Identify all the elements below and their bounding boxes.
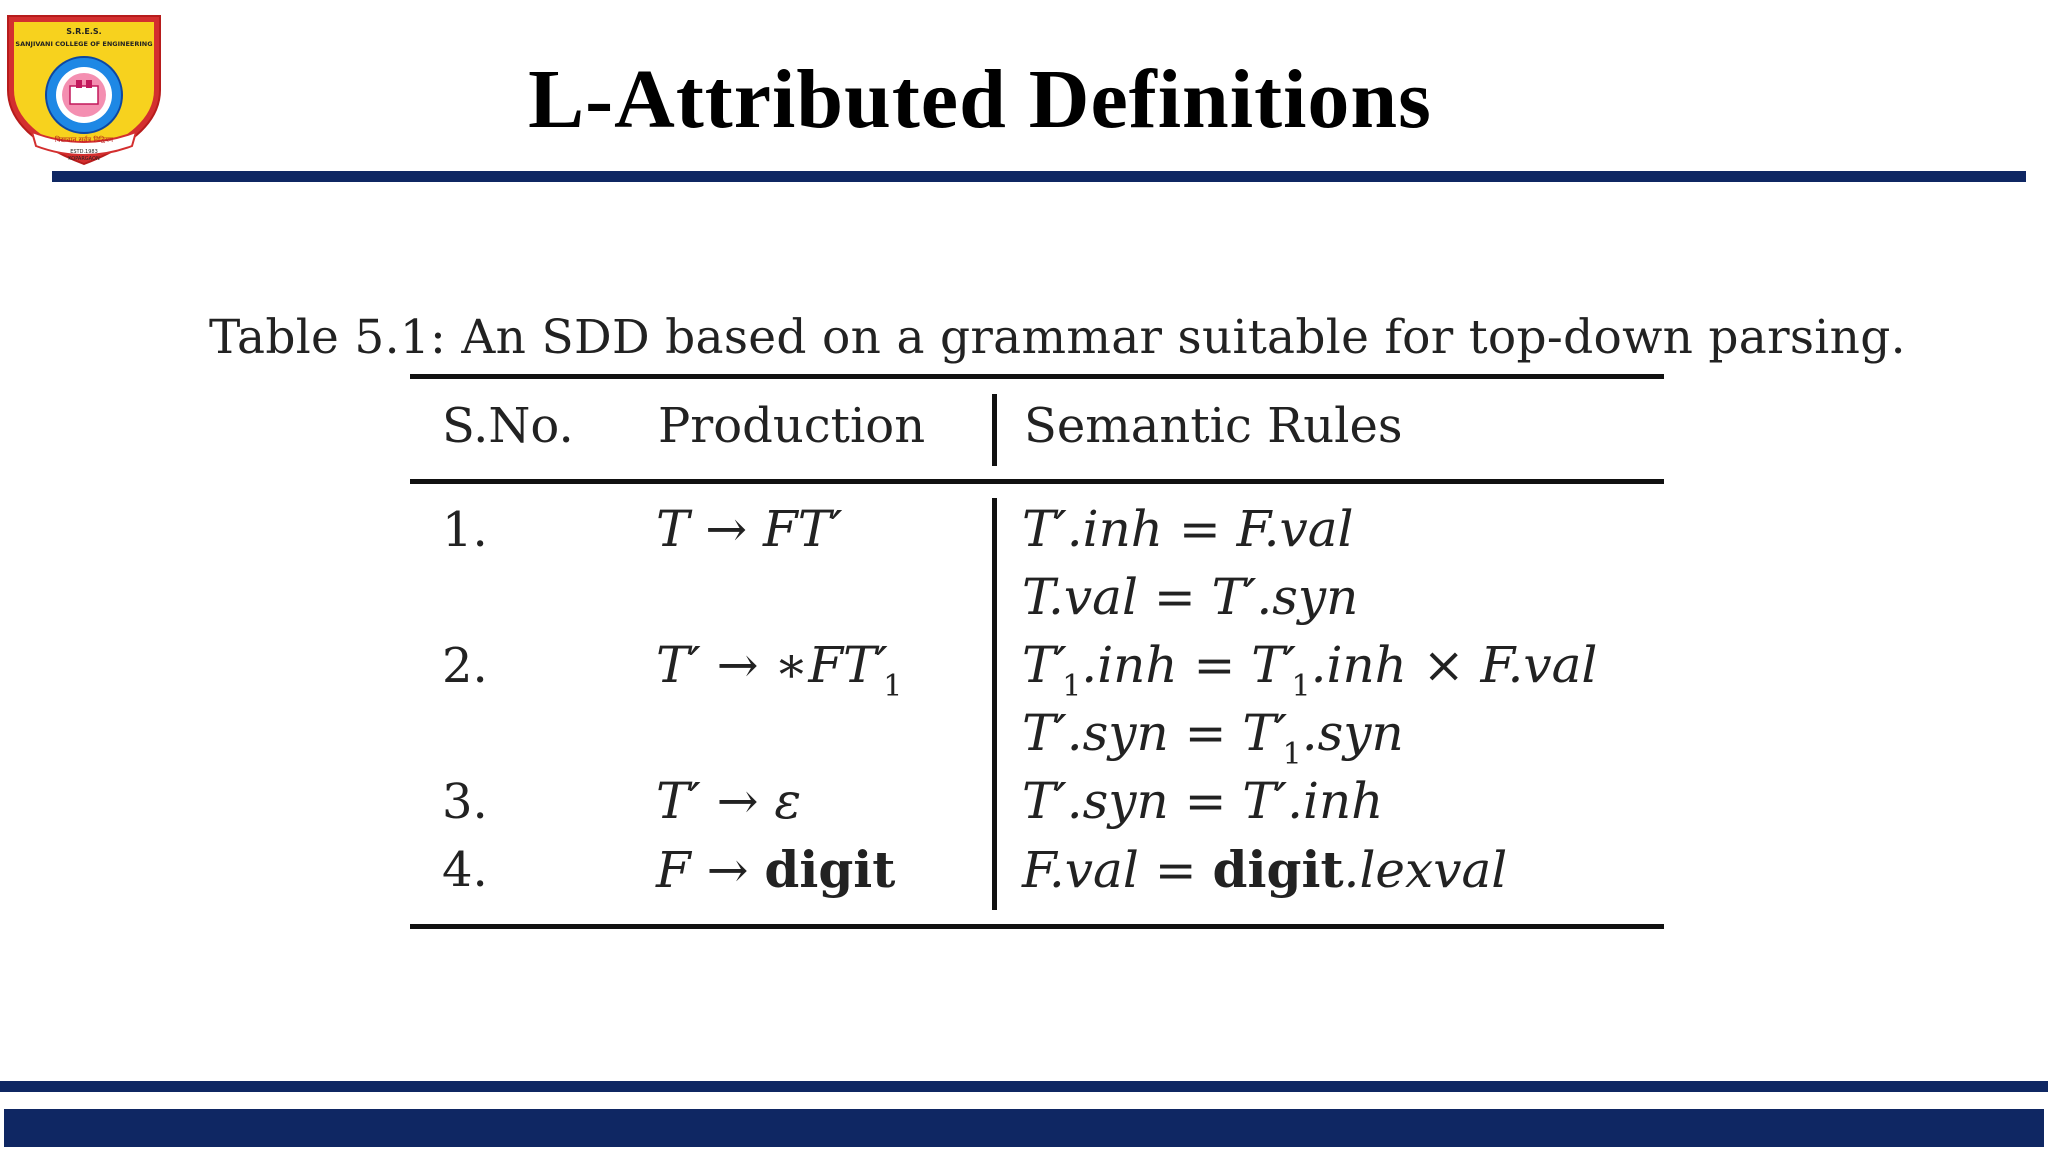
row-2-production: $T' \to ∗FT'_1$ (656, 636, 903, 704)
header-column-divider (992, 394, 997, 466)
row-4-sno: 4. (442, 842, 488, 898)
row-2-rule-1: $T'_1.inh = T'_1.inh \times F.val$ (1022, 636, 1598, 704)
logo-ribbon-text: विद्यावान सर्वत्र विद्वियम (54, 136, 114, 144)
slide-title: L-Attributed Definitions (528, 53, 1432, 146)
table-header-rule (410, 479, 1664, 484)
footer-bar-thick (4, 1109, 2044, 1147)
row-4-production: F → digit (656, 840, 896, 899)
row-4-rule-1: F.val = digit.lexval (1022, 840, 1508, 899)
row-1-sno: 1. (442, 502, 488, 558)
row-3-production: T′ → ε (656, 772, 802, 830)
header-production: Production (658, 398, 926, 454)
title-underline (52, 171, 2026, 182)
footer-bar-thin (0, 1081, 2048, 1092)
header-semantic-rules: Semantic Rules (1024, 398, 1403, 454)
table-caption: Table 5.1: An SDD based on a grammar suitable for top-down parsing. (209, 310, 1906, 365)
row-3-rule-1: T′.syn = T′.inh (1022, 772, 1384, 830)
logo-top-text: S.R.E.S. (66, 27, 102, 36)
logo-place-text: KOPARGAON (68, 156, 100, 162)
table-bottom-rule (410, 924, 1664, 929)
table-top-rule (410, 374, 1664, 379)
row-1-rule-2: T.val = T′.syn (1022, 568, 1359, 626)
row-2-rule-2: $T'.syn = T'_1.syn$ (1022, 704, 1404, 772)
row-1-production: T → FT′ (656, 500, 843, 558)
header-sno: S.No. (442, 398, 574, 454)
row-1-rule-1: T′.inh = F.val (1022, 500, 1354, 558)
logo-college-text: SANJIVANI COLLEGE OF ENGINEERING (15, 40, 153, 48)
logo-estd-text: ESTD.1983 (70, 149, 98, 155)
row-2-sno: 2. (442, 638, 488, 694)
row-3-sno: 3. (442, 774, 488, 830)
body-column-divider (992, 498, 997, 910)
